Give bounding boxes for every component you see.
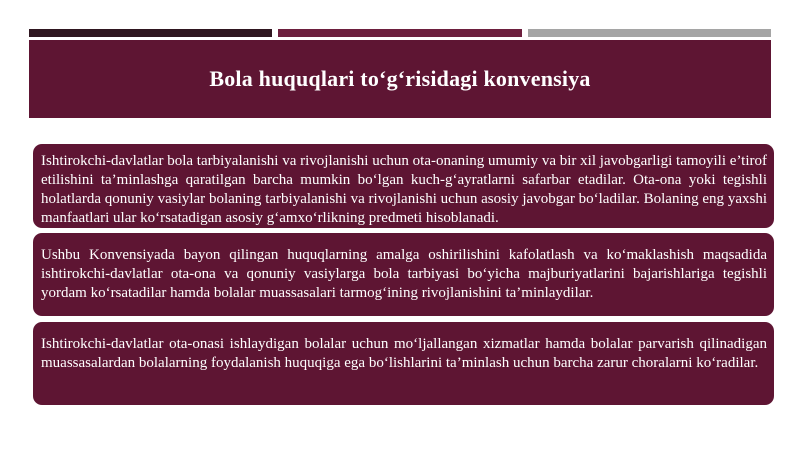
paragraph-box-2 [33, 233, 774, 316]
slide-title: Bola huquqlari to‘g‘risidagi konvensiya [209, 66, 591, 91]
top-stripe-maroon [278, 29, 522, 37]
paragraph-text-3: Ishtirokchi-davlatlar ota-onasi ishlaydigan bolalar uchun mo‘ljallangan xizmatlar hamda bolalar parvarish qilinadigan muassasalardan bolalarning foydalanish huquqiga ega bo‘lishlarini ta’minlash uchun barcha zarur choralarni ko‘radilar. [41, 336, 767, 371]
paragraph-text-2: Ushbu Konvensiyada bayon qilingan huquqlarning amalga oshirilishini kafolatlash va ko‘maklashish maqsadida ishtirokchi-davlatlar ota-ona va qonuniy vasiylarga bola tarbiyasi bo‘yicha majburiyatlarini bajarishlariga tegishli yordam ko‘rsatadilar hamda bolalar muassasalari tarmog‘ining rivojlanishini ta’minlaydilar. [41, 247, 767, 301]
top-stripe-gray [528, 29, 771, 37]
paragraph-text-1: Ishtirokchi-davlatlar bola tarbiyalanishi va rivojlanishi uchun ota-onaning umumiy va bir xil javobgarligi tamoyili e’tirof etilishini ta’minlashga qaratilgan barcha mumkin bo‘lgan kuch-g‘ayratlarni safarbar etadilar. Ota-ona yoki tegishli holatlarda qonuniy vasiylar bolaning tarbiyalanishi va rivojlanishi uchun asosiy javobgar bo‘ladilar. Bolaning eng yaxshi manfaatlari ular ko‘rsatadigan asosiy g‘amxo‘rlikning predmeti hisoblanadi. [41, 153, 767, 226]
paragraph-box-3 [33, 322, 774, 405]
top-stripe-dark [29, 29, 272, 37]
paragraph-box-1 [33, 144, 774, 228]
title-banner [29, 40, 771, 118]
